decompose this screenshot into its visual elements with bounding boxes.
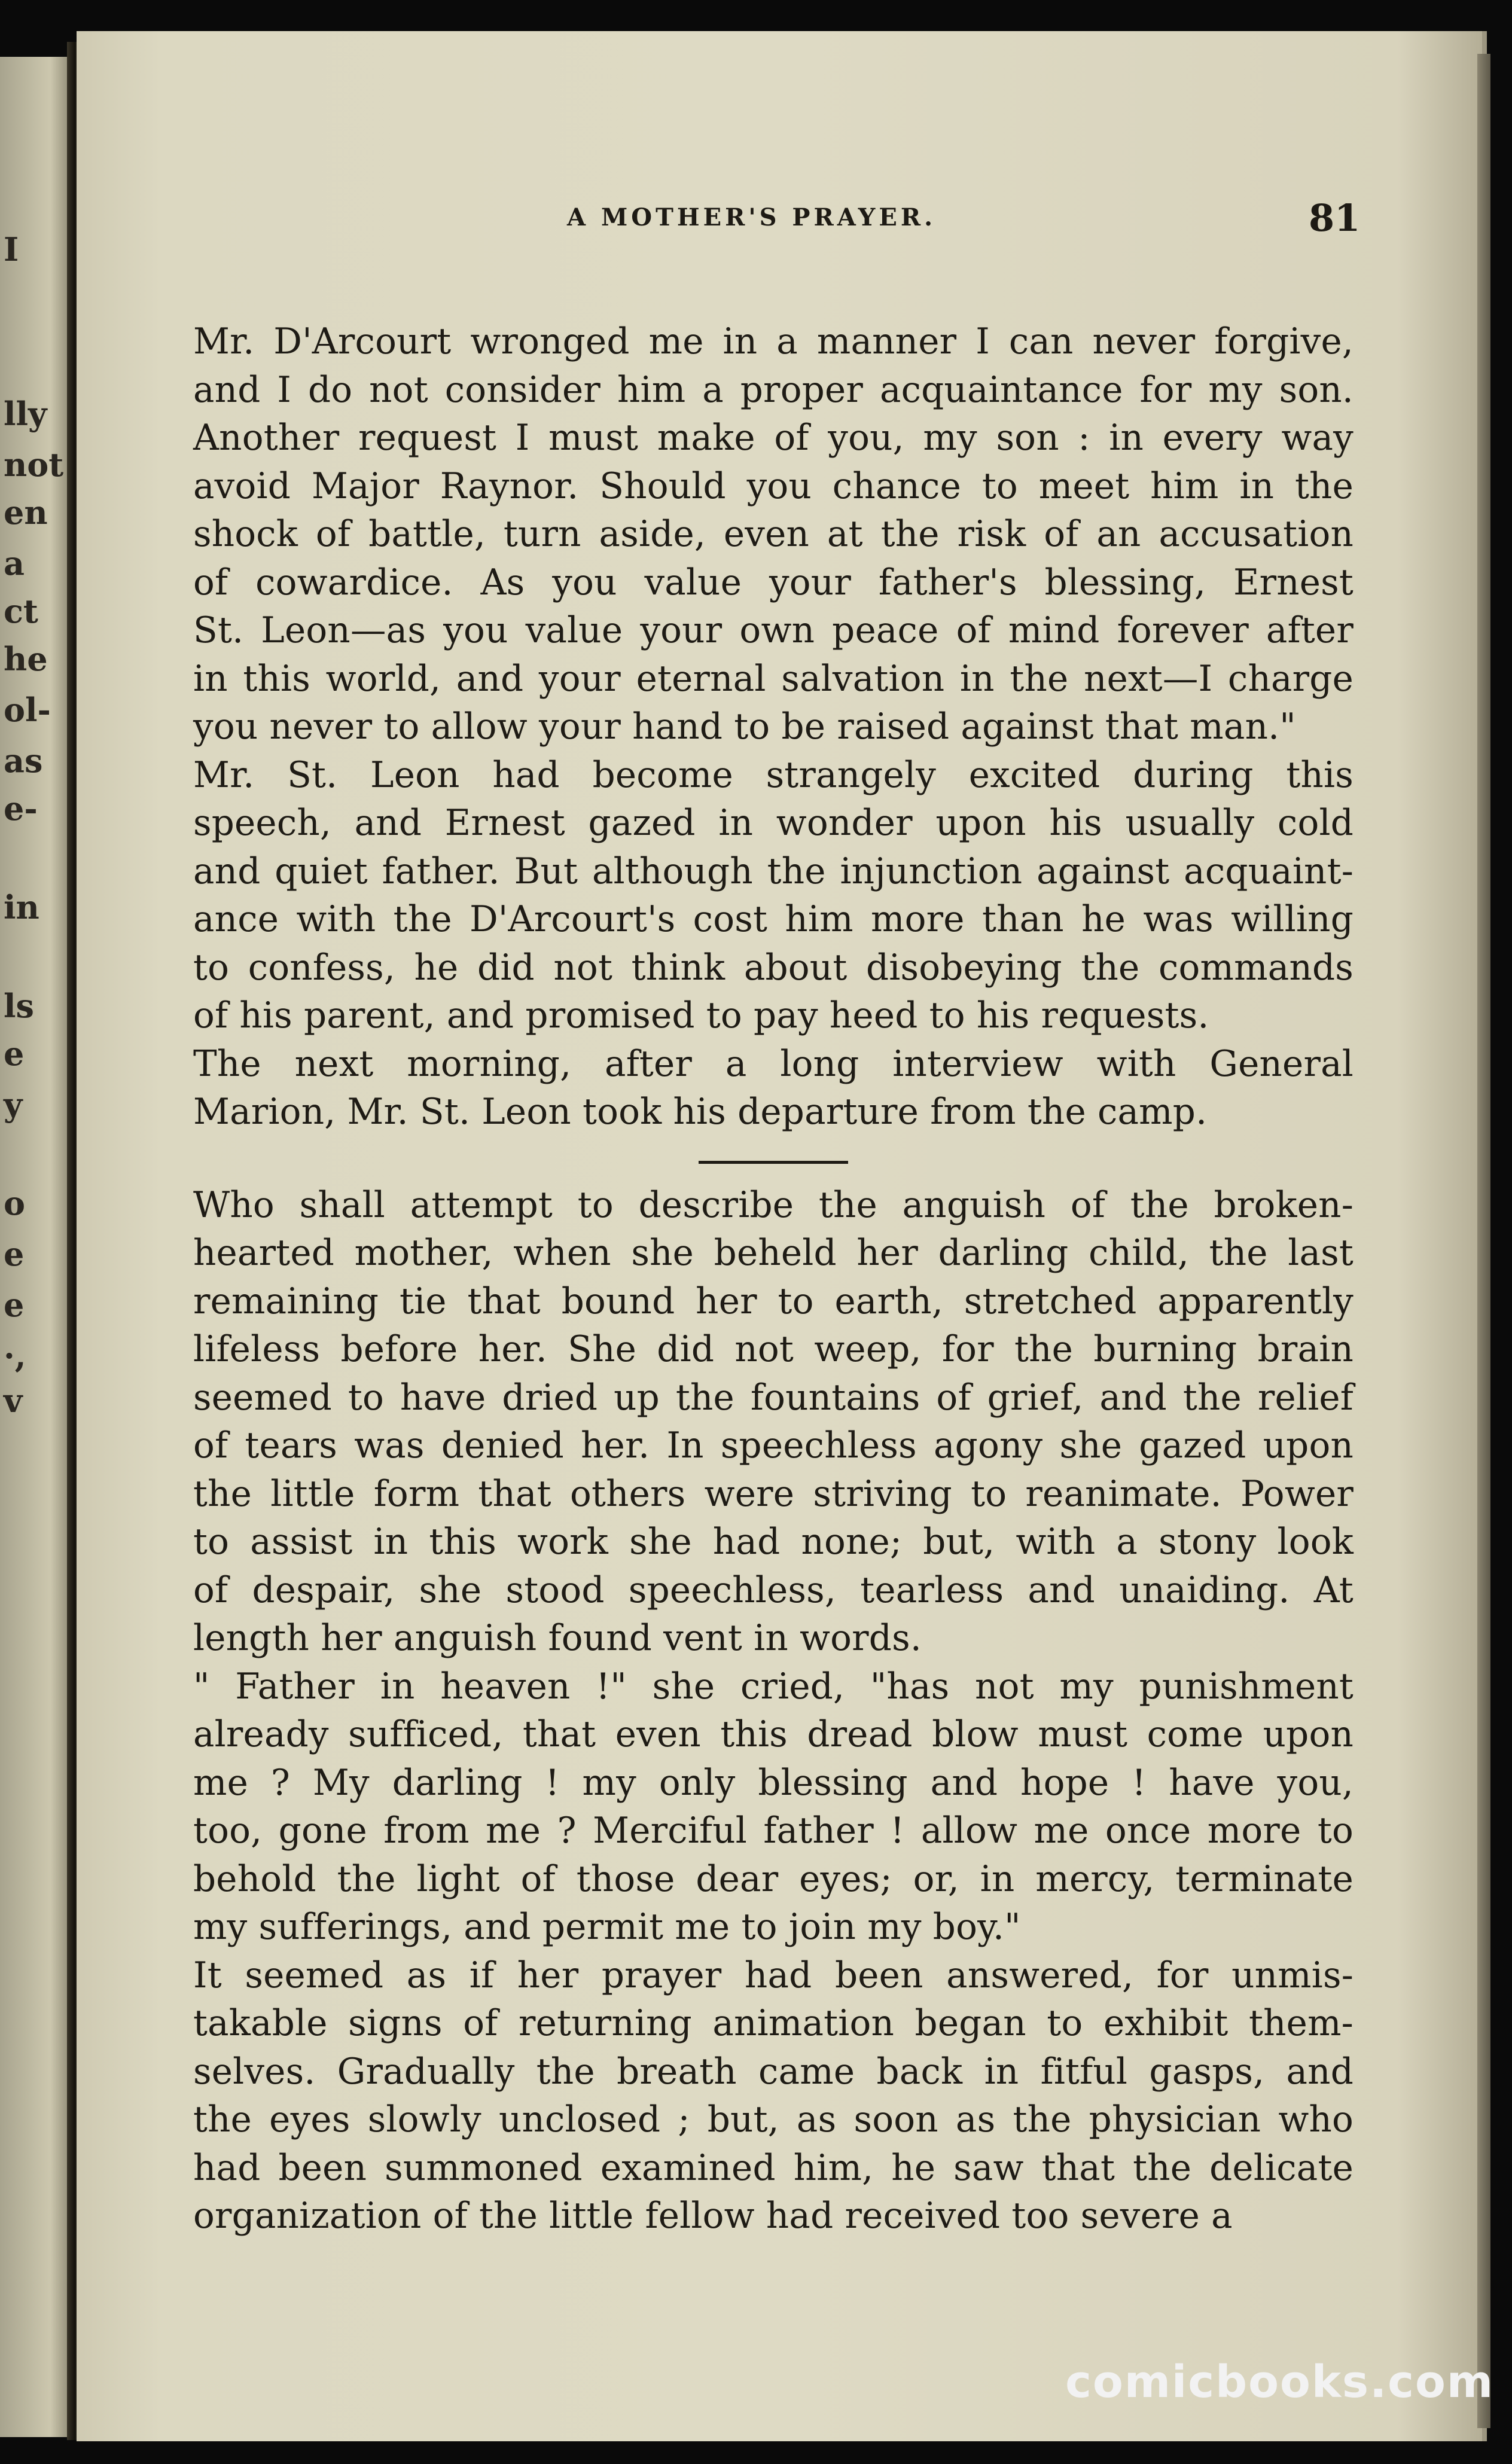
paragraph — [193, 318, 1354, 752]
text-line: ance with the D'Arcourt's cost him more than he was willing — [193, 899, 1354, 940]
text-line: had been summoned examined him, he saw that the delicate — [193, 2147, 1354, 2189]
facing-page-fragment: a — [4, 544, 25, 583]
text-line: Another request I must make of you, my son : in every way — [193, 417, 1354, 459]
facing-page-fragment: in — [4, 888, 39, 926]
book-page — [77, 31, 1482, 2441]
paragraph — [193, 1663, 1354, 1952]
paragraph — [193, 1952, 1354, 2241]
facing-page-fragment: v — [4, 1382, 23, 1420]
text-line: to assist in this work she had none; but, with a stony look — [193, 1521, 1354, 1563]
text-line: hearted mother, when she beheld her darling child, the last — [193, 1233, 1354, 1274]
facing-page-fragment: en — [4, 493, 48, 532]
facing-page-fragment: y — [4, 1085, 23, 1124]
text-line: Mr. D'Arcourt wronged me in a manner I can never forgive, — [193, 321, 1354, 362]
facing-page-fragment: ls — [4, 987, 34, 1025]
text-line: The next morning, after a long interview with General — [193, 1043, 1354, 1085]
facing-page-fragment: he — [4, 640, 48, 678]
paragraph — [193, 1182, 1354, 1663]
facing-page-fragment: I — [4, 230, 19, 269]
facing-page-fragment: not — [4, 446, 64, 484]
text-line: speech, and Ernest gazed in wonder upon his usually cold — [193, 803, 1354, 844]
facing-page-edge — [0, 57, 72, 2437]
text-line: me ? My darling ! my only blessing and hope ! have you, — [193, 1762, 1354, 1804]
facing-page-fragment: lly — [4, 395, 47, 433]
text-line: of despair, she stood speechless, tearless and unaiding. At — [193, 1569, 1354, 1611]
page-number: 81 — [1309, 196, 1361, 240]
text-line: selves. Gradually the breath came back in fitful gasps, and — [193, 2051, 1354, 2093]
text-line: and quiet father. But although the injunction against acquaint- — [193, 850, 1354, 892]
text-line: the little form that others were striving to reanimate. Power — [193, 1473, 1354, 1515]
text-line: shock of battle, turn aside, even at the risk of an accusation — [193, 514, 1354, 555]
running-title: A MOTHER'S PRAYER. — [567, 203, 937, 231]
facing-page-fragment: as — [4, 742, 43, 780]
text-line: in this world, and your eternal salvation in the next—I charge — [193, 658, 1354, 700]
paragraph — [193, 752, 1354, 1041]
text-line: remaining tie that bound her to earth, stretched apparently — [193, 1280, 1354, 1322]
text-line: of tears was denied her. In speechless agony she gazed upon — [193, 1425, 1354, 1466]
text-line: takable signs of returning animation began to exhibit them- — [193, 2003, 1354, 2044]
paragraph — [193, 1041, 1354, 1137]
text-line: of his parent, and promised to pay heed to his requests. — [193, 995, 1209, 1036]
facing-page-fragment: ct — [4, 592, 38, 630]
facing-page-fragment: ·, — [4, 1337, 26, 1375]
text-line: length her anguish found vent in words. — [193, 1618, 922, 1659]
page-edge-shadow — [1477, 54, 1490, 2428]
watermark: comicbooks.com — [1065, 2356, 1494, 2408]
facing-page-fragment: e — [4, 1286, 25, 1324]
facing-page-fragment: o — [4, 1184, 26, 1222]
text-line: Mr. St. Leon had become strangely excited during this — [193, 754, 1354, 796]
text-line: avoid Major Raynor. Should you chance to meet him in the — [193, 465, 1354, 507]
text-line: " Father in heaven !" she cried, "has not my punishment — [193, 1666, 1354, 1707]
text-line: Marion, Mr. St. Leon took his departure from the camp. — [193, 1091, 1208, 1133]
section-divider — [699, 1161, 848, 1164]
facing-page-fragment: e- — [4, 789, 38, 828]
text-line: organization of the little fellow had received too severe a — [193, 2195, 1233, 2237]
text-line: to confess, he did not think about disobeying the commands — [193, 947, 1354, 989]
facing-page-fragment: e — [4, 1235, 25, 1273]
text-line: seemed to have dried up the fountains of grief, and the relief — [193, 1377, 1354, 1419]
text-line: behold the light of those dear eyes; or, in mercy, terminate — [193, 1858, 1354, 1900]
text-line: It seemed as if her prayer had been answered, for unmis- — [193, 1954, 1354, 1996]
text-line: too, gone from me ? Merciful father ! allow me once more to — [193, 1810, 1354, 1852]
text-line: Who shall attempt to describe the anguish of the broken- — [193, 1184, 1354, 1226]
text-line: St. Leon—as you value your own peace of mind forever after — [193, 610, 1354, 651]
facing-page-fragment: e — [4, 1035, 25, 1073]
facing-page-fragment: ol- — [4, 691, 51, 729]
text-line: you never to allow your hand to be raised against that man." — [193, 706, 1296, 748]
text-line: the eyes slowly unclosed ; but, as soon as the physician who — [193, 2099, 1354, 2140]
text-line: and I do not consider him a proper acquaintance for my son. — [193, 369, 1354, 411]
page-body — [193, 318, 1354, 2241]
text-line: already sufficed, that even this dread blow must come upon — [193, 1714, 1354, 1755]
page-header — [256, 196, 1482, 245]
text-line: of cowardice. As you value your father's blessing, Ernest — [193, 562, 1354, 603]
text-line: lifeless before her. She did not weep, for the burning brain — [193, 1329, 1354, 1370]
text-line: my sufferings, and permit me to join my boy." — [193, 1907, 1021, 1948]
